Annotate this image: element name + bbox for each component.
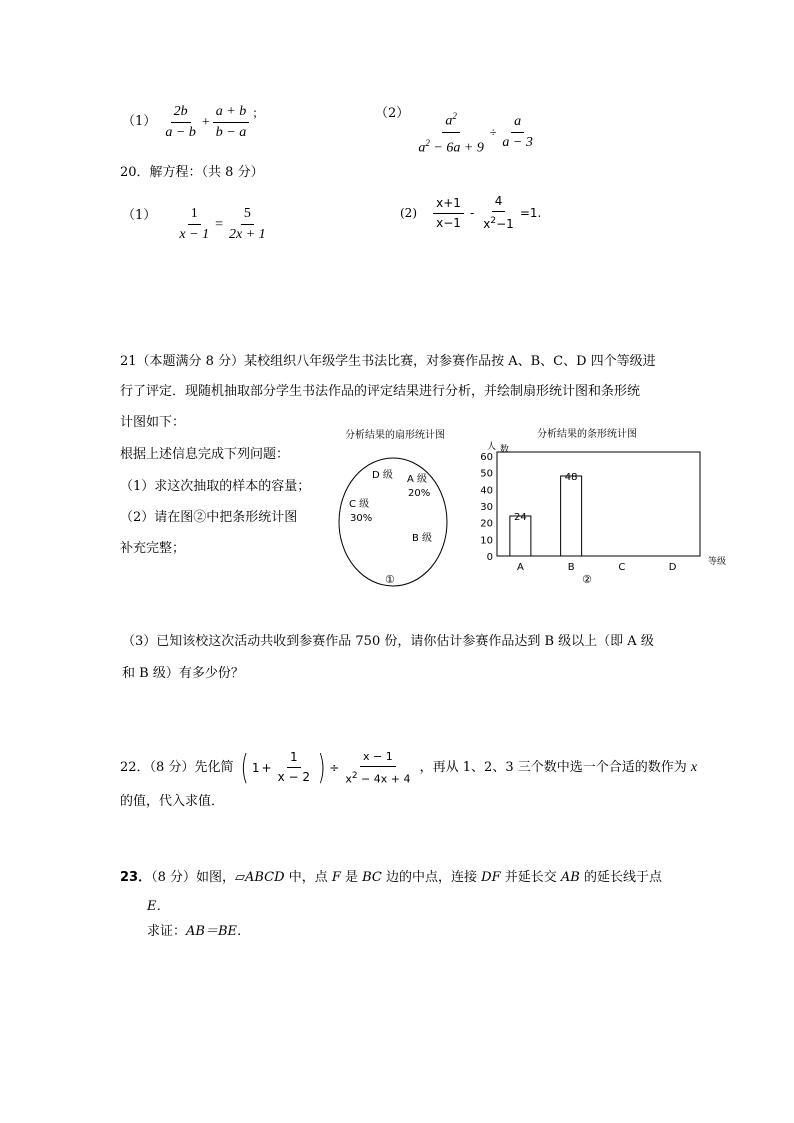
bar-B	[561, 476, 582, 556]
bar-chart-xtick-D: D	[668, 562, 677, 573]
q21-line-9: 和 B 级）有多少份？	[122, 666, 244, 681]
q23-label: 23．	[120, 870, 152, 885]
pie-label-b: B 级	[412, 533, 433, 544]
q21-line-3: 计图如下：	[120, 415, 186, 430]
q22-fraction-2: $\frac{x - 1}{x^2 - 4x + 4}$	[345, 750, 411, 786]
q21-line-8: （3）已知该校这次活动共收到参赛作品 750 份，请你估计参赛作品达到 B 级以上（即 A 级	[122, 634, 654, 649]
bar-chart-xtick-C: C	[618, 562, 626, 573]
q21-line-2: 行了评定．现随机抽取部分学生书法作品的评定结果进行分析，并绘制扇形统计图和条形统	[120, 384, 641, 399]
bar-chart-ylabel-1: 人	[487, 442, 497, 452]
pie-label-a: A 级	[407, 474, 428, 485]
pie-chart	[330, 424, 470, 589]
q23-proof: 求证：AB＝BE．	[147, 924, 251, 939]
bar-chart-xtick-A: A	[516, 562, 524, 573]
bar-label-A: 24	[514, 512, 527, 523]
q22-line-2: 的值，代入求值．	[120, 794, 225, 809]
q22-var: x	[690, 759, 698, 775]
q21-line-1: 21（本题满分 8 分）某校组织八年级学生书法比赛，对参赛作品按 A、B、C、D 四个等级进	[120, 354, 656, 369]
q20-fraction-2: $\frac{5}{2x + 1}$	[229, 206, 266, 242]
bar-chart	[475, 424, 737, 589]
q19-part1-label: （1）	[122, 114, 157, 130]
bar-chart-ytick-50: 50	[480, 468, 493, 480]
q22-prefix: 22．（8 分）先化简	[120, 759, 234, 775]
pie-title: 分析结果的扇形统计图	[345, 430, 445, 441]
q19-fraction-2: $\frac{a + b}{b - a}$	[213, 104, 249, 141]
bar-chart-caption: ②	[582, 573, 592, 586]
pie-pct-a: 20%	[408, 488, 431, 499]
bar-chart-title: 分析结果的条形统计图	[537, 429, 637, 440]
pie-caption: ①	[385, 573, 395, 586]
q19-fraction-4: $\frac{a}{a - 3}$	[502, 113, 533, 150]
bar-chart-xlabel: 等级	[708, 557, 727, 567]
q21-line-4: 根据上述信息完成下列问题：	[120, 447, 290, 462]
q19-part2: （2） $\frac{a^2}{a^2 - 6a + 9}$ ÷ $\frac{a}{a - 3}$	[375, 104, 538, 156]
q20-part1-label: （1）	[122, 208, 157, 223]
pie-pct-c: 30%	[350, 513, 373, 524]
q22-suffix: ，再从 1、2、3 三个数中选一个合适的数作为	[419, 759, 687, 775]
q19-fraction-3: $\frac{a^2}{a^2 - 6a + 9}$	[415, 108, 486, 156]
q20-fraction-3: $\frac{x+1}{x-1}$	[433, 196, 464, 231]
q21-line-5: （1）求这次抽取的样本的容量；	[120, 479, 311, 494]
bar-chart-ytick-40: 40	[480, 485, 493, 497]
pie-label-d: D 级	[372, 470, 393, 481]
bar-chart-ylabel-2: 数	[500, 445, 510, 455]
q23-line-2: E．	[147, 899, 170, 914]
q19-part2-label: （2）	[375, 106, 410, 121]
q20-part2: (2) $\frac{x+1}{x-1}$ - $\frac{4}{x^2-1}$ =1.	[400, 194, 542, 231]
bar-chart-ytick-30: 30	[480, 502, 493, 513]
q22-line-1: 22．（8 分）先化简 ( 1 + $\frac{1}{x - 2}$ ) ÷ $\frac{x - 1}{x^2 - 4x + 4}$ ，再从 1、2、3 三个数中选一个合适的数作为 x	[120, 747, 698, 788]
q23-line-1: 23．（8 分）如图，▱ABCD 中，点 F 是 BC 边的中点，连接 DF 并延长交 AB 的延长线于点	[120, 870, 662, 885]
bar-chart-ytick-60: 60	[480, 452, 493, 463]
pie-label-c: C 级	[349, 499, 370, 510]
q22-fraction-1: $\frac{1}{x - 2}$	[277, 750, 310, 785]
q20-fraction-4: $\frac{4}{x^2-1}$	[483, 194, 514, 231]
bar-chart-ytick-10: 10	[480, 535, 493, 547]
q20-fraction-1: $\frac{1}{x - 1}$	[179, 206, 210, 242]
bar-chart-xtick-B: B	[567, 562, 575, 573]
q20-part1: （1） $\frac{1}{x - 1}$ = $\frac{5}{2x + 1}$	[122, 206, 271, 243]
q21-line-7: 补充完整；	[120, 541, 186, 556]
bar-chart-ytick-20: 20	[480, 518, 493, 530]
bar-label-B: 48	[564, 472, 578, 483]
q19-fraction-1: $\frac{2b}{a - b}$	[165, 104, 196, 140]
bar-chart-ytick-0: 0	[486, 552, 493, 563]
q20-part2-label: (2)	[400, 206, 417, 220]
q19-part1: （1） $\frac{2b}{a - b}$ + $\frac{a + b}{b - a}$ ；	[122, 104, 265, 140]
q20-title: 20．解方程：（共 8 分）	[120, 165, 264, 180]
q21-line-6: （2）请在图②中把条形统计图	[120, 510, 298, 525]
